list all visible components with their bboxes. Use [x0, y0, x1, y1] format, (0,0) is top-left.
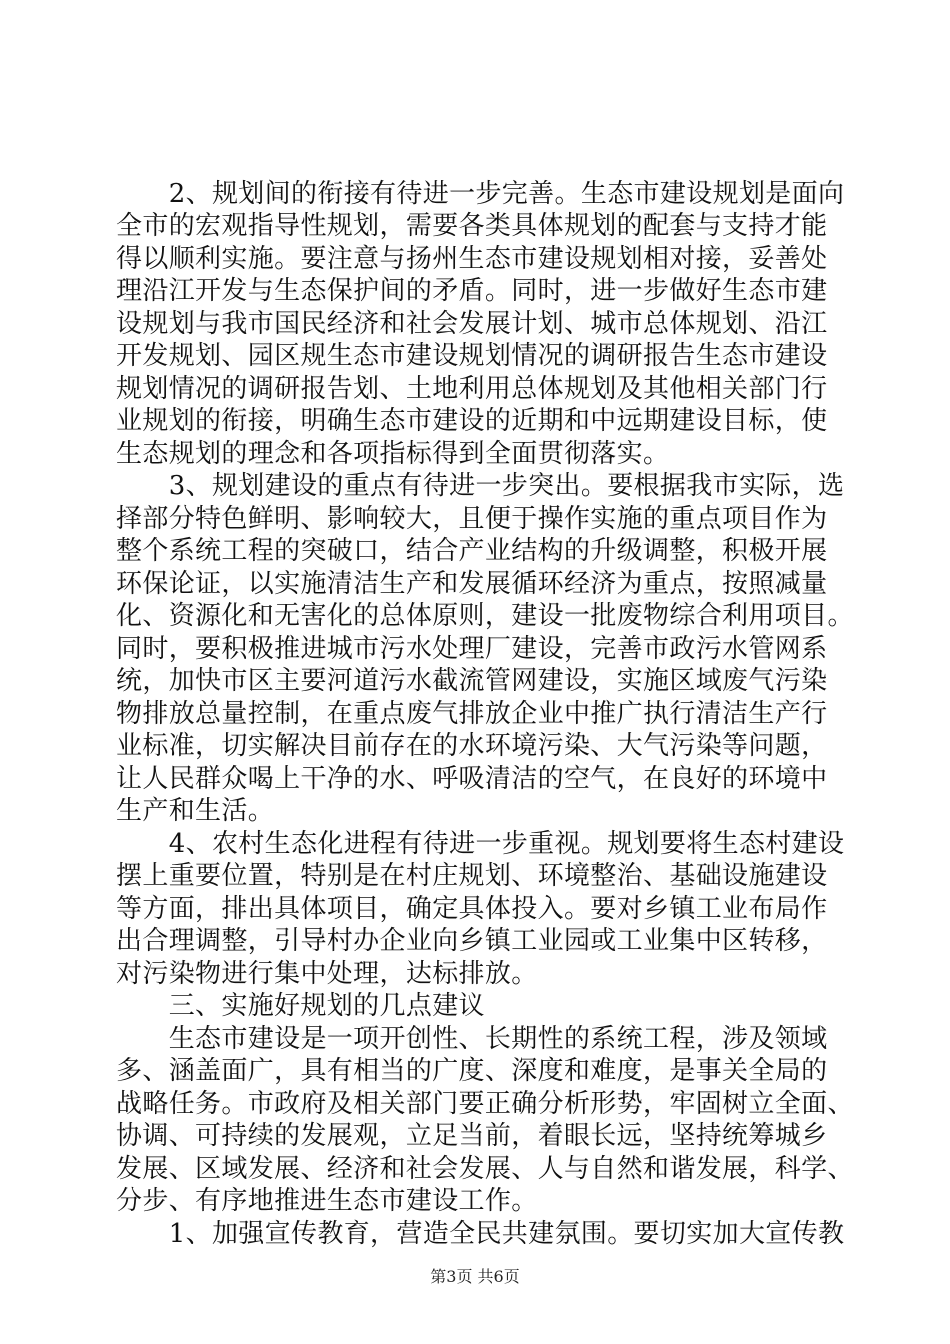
text-line: 分步、有序地推进生态市建设工作。 [116, 1186, 538, 1216]
text-line: 生态规划的理念和各项指标得到全面贯彻落实。 [116, 439, 670, 469]
text-line: 物排放总量控制，在重点废气排放企业中推广执行清洁生产行 [116, 699, 828, 729]
text-line: 发展、区域发展、经济和社会发展、人与自然和谐发展，科学、 [116, 1154, 854, 1184]
text-line: 摆上重要位置，特别是在村庄规划、环境整治、基础设施建设 [116, 861, 828, 891]
text-line: 开发规划、园区规生态市建设规划情况的调研报告生态市建设 [116, 341, 828, 371]
page-footer [0, 1266, 950, 1288]
text-line: 出合理调整，引导村办企业向乡镇工业园或工业集中区转移， [116, 926, 828, 956]
text-line: 让人民群众喝上干净的水、呼吸清洁的空气，在良好的环境中 [116, 764, 828, 794]
text-line: 化、资源化和无害化的总体原则，建设一批废物综合利用项目。 [116, 601, 854, 631]
text-line: 战略任务。市政府及相关部门要正确分析形势，牢固树立全面、 [116, 1089, 854, 1119]
text-line: 生产和生活。 [116, 796, 275, 826]
text-line: 协调、可持续的发展观，立足当前，着眼长远，坚持统筹城乡 [116, 1121, 828, 1151]
text-line: 全市的宏观指导性规划，需要各类具体规划的配套与支持才能 [116, 211, 828, 241]
text-line: 生态市建设是一项开创性、长期性的系统工程，涉及领域 [116, 1024, 828, 1054]
text-line: 规划情况的调研报告划、土地利用总体规划及其他相关部门行 [116, 374, 828, 404]
page-number: 第3页 共6页 [430, 1267, 520, 1286]
text-line: 择部分特色鲜明、影响较大，且便于操作实施的重点项目作为 [116, 504, 828, 534]
text-line: 理沿江开发与生态保护间的矛盾。同时，进一步做好生态市建 [116, 276, 828, 306]
text-line: 1、加强宣传教育，营造全民共建氛围。要切实加大宣传教 [116, 1219, 845, 1249]
text-line: 整个系统工程的突破口，结合产业结构的升级调整，积极开展 [116, 536, 828, 566]
text-line: 业规划的衔接，明确生态市建设的近期和中远期建设目标，使 [116, 406, 828, 436]
text-line: 同时，要积极推进城市污水处理厂建设，完善市政污水管网系 [116, 634, 828, 664]
text-line: 设规划与我市国民经济和社会发展计划、城市总体规划、沿江 [116, 309, 828, 339]
text-line: 等方面，排出具体项目，确定具体投入。要对乡镇工业布局作 [116, 894, 828, 924]
text-line: 对污染物进行集中处理，达标排放。 [116, 959, 538, 989]
text-line: 环保论证，以实施清洁生产和发展循环经济为重点，按照减量 [116, 569, 828, 599]
text-line: 多、涵盖面广，具有相当的广度、深度和难度，是事关全局的 [116, 1056, 828, 1086]
text-line: 3、规划建设的重点有待进一步突出。要根据我市实际，选 [116, 471, 845, 501]
text-line: 业标准，切实解决目前存在的水环境污染、大气污染等问题， [116, 731, 828, 761]
text-line: 统，加快市区主要河道污水截流管网建设，实施区域废气污染 [116, 666, 828, 696]
text-line: 4、农村生态化进程有待进一步重视。规划要将生态村建设 [116, 829, 845, 859]
text-line: 2、规划间的衔接有待进一步完善。生态市建设规划是面向 [116, 179, 845, 209]
section-heading: 三、实施好规划的几点建议 [116, 991, 485, 1021]
text-line: 得以顺利实施。要注意与扬州生态市建设规划相对接，妥善处 [116, 244, 828, 274]
